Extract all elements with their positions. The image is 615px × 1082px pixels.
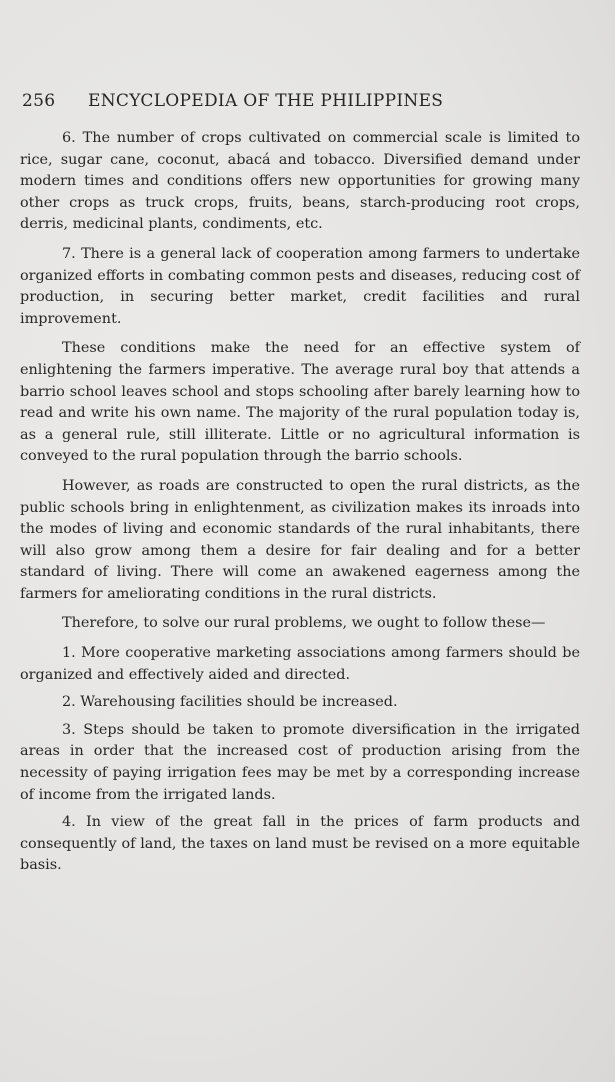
- paragraph: 6. The number of crops cultivated on commercial scale is limited to rice, sugar cane, coconut, abacá and tobacco. Diversified demand under modern times and conditions offers new opportunities for growing many other crops as truck crops, fruits, beans, starch-producing root crops, derris, medicinal plants, condiments, etc.: [20, 130, 580, 233]
- paragraph: Therefore, to solve our rural problems, we ought to follow these—: [62, 615, 546, 632]
- recommendation-item: 1. More cooperative marketing associations among farmers should be organized and effectively aided and directed.: [20, 645, 580, 683]
- page-header: [22, 91, 582, 111]
- recommendation-item: 4. In view of the great fall in the prices of farm products and consequently of land, the taxes on land must be revised on a more equitable basis.: [20, 814, 580, 874]
- page-number: 256: [22, 91, 56, 111]
- recommendation-item: 2. Warehousing facilities should be increased.: [62, 694, 398, 711]
- page-body: [20, 128, 580, 883]
- paragraph: 7. There is a general lack of cooperation among farmers to undertake organized efforts in combating common pests and diseases, reducing cost of production, in securing better market, credit facilities and rural improvement.: [20, 245, 580, 327]
- paragraph: These conditions make the need for an effective system of enlightening the farmers imperative. The average rural boy that attends a barrio school leaves school and stops schooling after barely learning how to read and write his own name. The majority of the rural population today is, as a general rule, still illiterate. Little or no agricultural information is conveyed to the rural population through the barrio schools.: [20, 340, 580, 465]
- running-title: ENCYCLOPEDIA OF THE PHILIPPINES: [88, 91, 444, 111]
- paragraph: However, as roads are constructed to open the rural districts, as the public schools bring in enlightenment, as civilization makes its inroads into the modes of living and economic standards of the rural inhabitants, there will also grow among them a desire for fair dealing and for a better standard of living. There will come an awakened eagerness among the farmers for ameliorating conditions in the rural districts.: [20, 477, 580, 602]
- recommendation-item: 3. Steps should be taken to promote diversification in the irrigated areas in order that the increased cost of production arising from the necessity of paying irrigation fees may be met by a corresponding increase of income from the irrigated lands.: [20, 721, 580, 803]
